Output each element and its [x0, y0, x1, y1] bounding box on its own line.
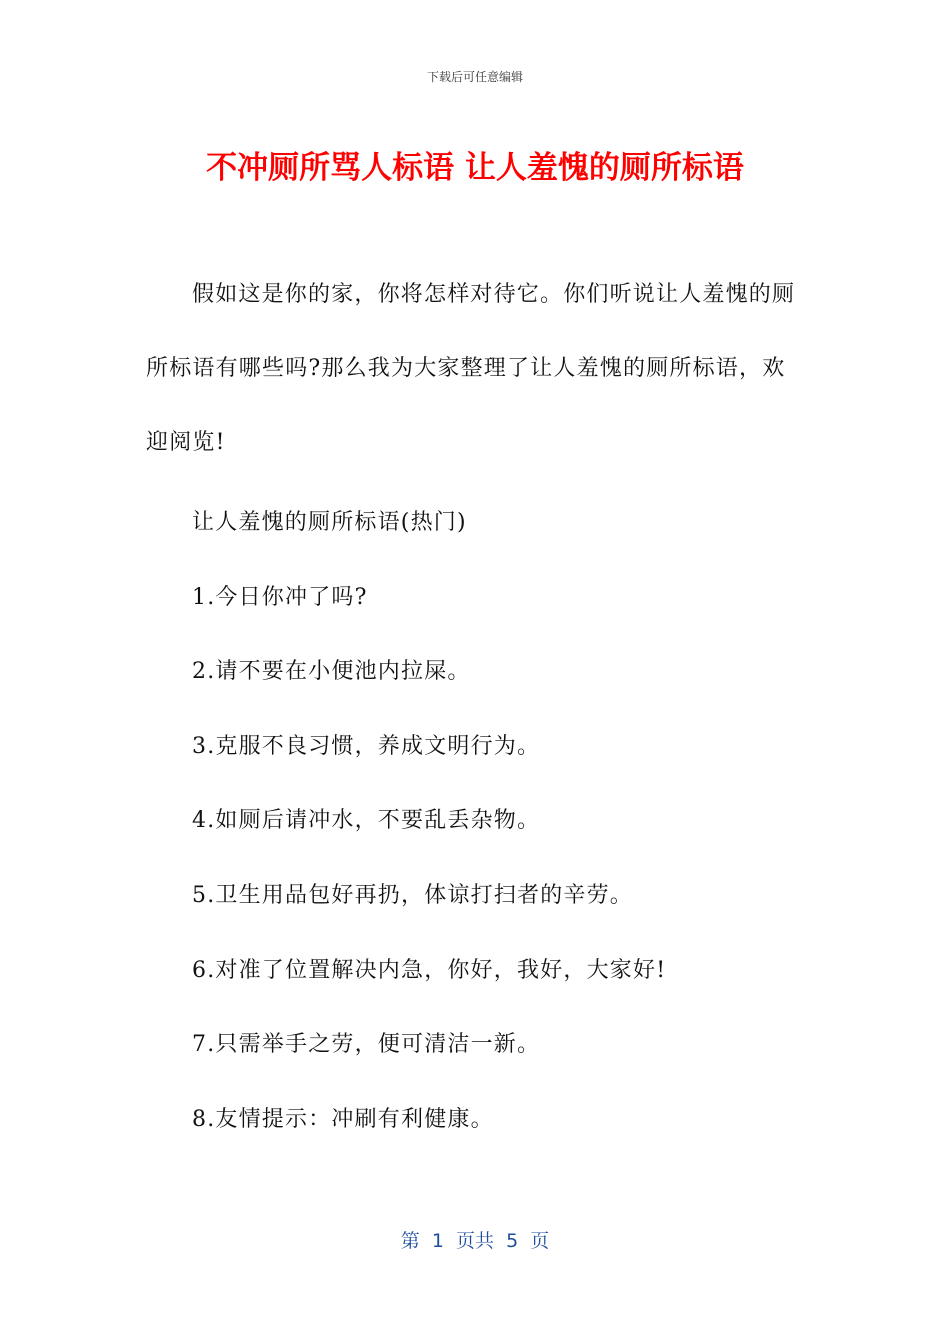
- document-title: 不冲厕所骂人标语 让人羞愧的厕所标语: [206, 150, 744, 186]
- list-item: 6.对准了位置解决内急，你好，我好，大家好!: [192, 958, 667, 983]
- list-item: 7.只需举手之劳，便可清洁一新。: [192, 1032, 541, 1057]
- list-item: 8.友情提示：冲刷有利健康。: [192, 1107, 494, 1132]
- list-item: 1.今日你冲了吗?: [192, 585, 368, 610]
- list-item: 2.请不要在小便池内拉屎。: [192, 659, 471, 684]
- list-item: 3.克服不良习惯，养成文明行为。: [192, 734, 541, 759]
- page-number: 第 1 页共 5 页: [400, 1230, 550, 1252]
- intro-paragraph: 假如这是你的家，你将怎样对待它。你们听说让人羞愧的厕所标语有哪些吗?那么我为大家整理了让人羞愧的厕所标语，欢迎阅览!: [146, 282, 796, 455]
- section-heading: 让人羞愧的厕所标语(热门): [192, 510, 467, 535]
- list-item: 5.卫生用品包好再扔，体谅打扫者的辛劳。: [192, 883, 633, 908]
- list-item: 4.如厕后请冲水，不要乱丢杂物。: [192, 808, 541, 833]
- header-note: 下载后可任意编辑: [426, 70, 523, 84]
